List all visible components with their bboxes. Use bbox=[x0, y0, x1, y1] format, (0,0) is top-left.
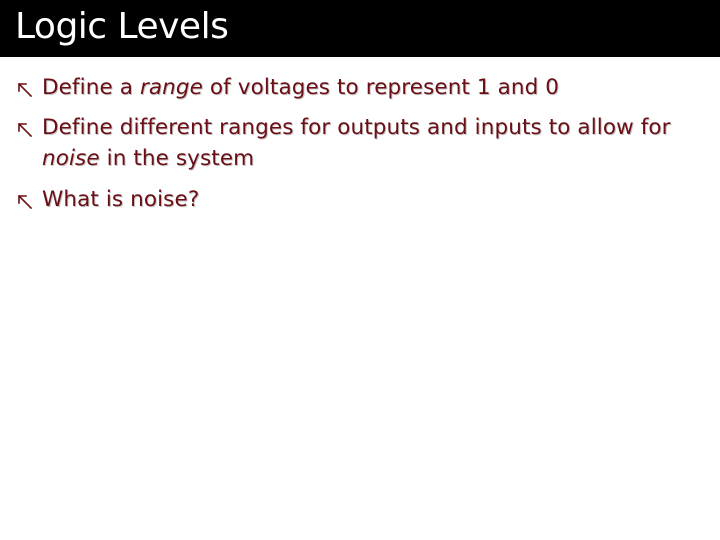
bullet-text bbox=[42, 112, 702, 174]
bullet-text bbox=[42, 184, 702, 215]
bullet-emphasis: range bbox=[139, 75, 203, 100]
arrow-up-left-icon bbox=[16, 121, 34, 139]
arrow-up-left-icon bbox=[16, 193, 34, 211]
bullet-text-part: in the system bbox=[99, 146, 255, 171]
bullet-emphasis: noise bbox=[42, 146, 100, 171]
bullet-item bbox=[16, 112, 706, 178]
bullet-text-part: of voltages to represent 1 and 0 bbox=[202, 75, 560, 100]
bullet-text-part: What is noise? bbox=[42, 187, 200, 212]
bullet-text bbox=[42, 72, 702, 103]
bullet-item bbox=[16, 184, 706, 218]
bullet-text-part: Define a bbox=[42, 75, 140, 100]
bullet-item bbox=[16, 72, 706, 106]
slide-title: Logic Levels bbox=[15, 6, 229, 47]
bullet-text-part: Define different ranges for outputs and inputs to allow for bbox=[42, 115, 671, 140]
arrow-up-left-icon bbox=[16, 81, 34, 99]
